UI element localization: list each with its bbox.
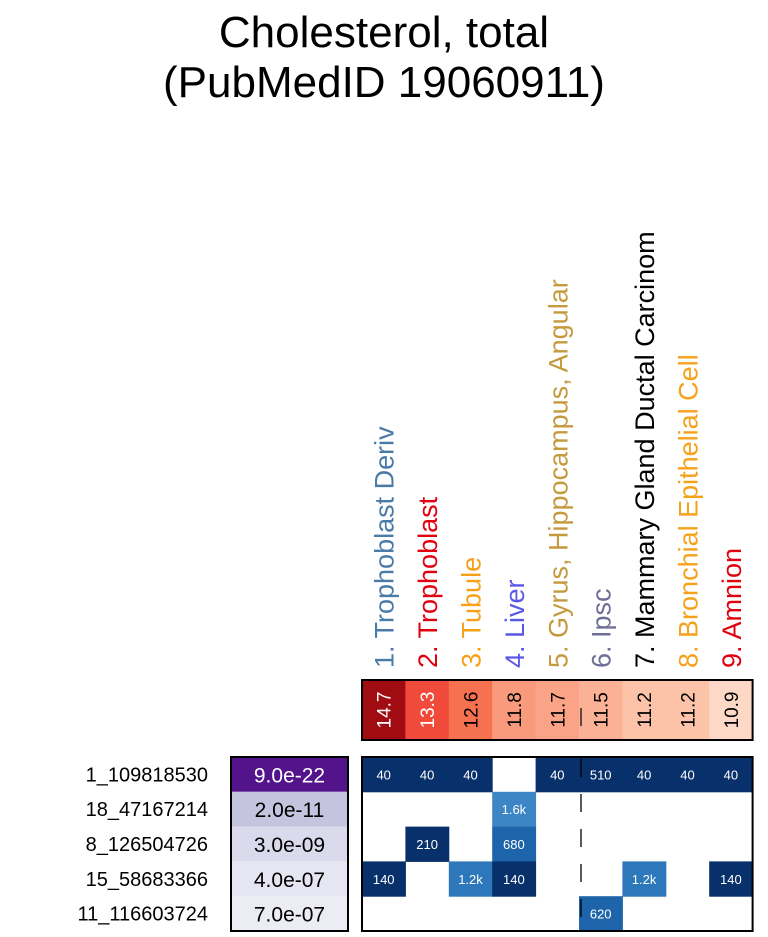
heatmap-cell-label: 40 xyxy=(550,767,565,783)
column-label-number: 2. xyxy=(413,638,444,668)
column-label-name: Bronchial Epithelial Cell xyxy=(673,354,704,638)
score-label: 11.2 xyxy=(678,692,700,728)
heatmap-cell-label: 40 xyxy=(680,767,695,783)
heatmap-cell-label: 140 xyxy=(720,871,742,887)
column-label-4 xyxy=(500,579,530,668)
score-label: 11.2 xyxy=(635,692,657,728)
heatmap-cell-label: 40 xyxy=(463,767,478,783)
column-label-5 xyxy=(543,279,573,668)
score-label: 11.7 xyxy=(548,692,570,728)
chart-title-line2: (PubMedID 19060911) xyxy=(163,58,605,107)
pvalue-label: 4.0e-07 xyxy=(253,868,326,892)
score-label: 11.8 xyxy=(504,692,526,728)
heatmap-cell-label: 40 xyxy=(636,767,652,783)
column-label-number: 7. xyxy=(630,637,661,668)
chart-title-line1: Cholesterol, total xyxy=(218,8,550,57)
column-label-1 xyxy=(370,426,400,668)
heatmap-cell-label: 1.2k xyxy=(631,871,657,887)
column-label-9 xyxy=(717,548,747,668)
heatmap-cell-label: 40 xyxy=(376,767,391,783)
column-label-number: 6. xyxy=(586,637,617,668)
column-label-number: 8. xyxy=(673,637,704,668)
snp-label: 8_126504726 xyxy=(85,834,208,856)
score-label: 13.3 xyxy=(418,691,440,729)
heatmap-cell-label: 680 xyxy=(503,837,525,852)
column-label-2 xyxy=(413,496,443,668)
heatmap-cell-label: 510 xyxy=(589,767,612,783)
column-label-number: 5. xyxy=(543,637,574,668)
column-label-name: Ipsc xyxy=(586,588,617,638)
heatmap-cell-label: 620 xyxy=(589,906,612,922)
snp-label: 11_116603724 xyxy=(77,903,208,926)
score-label: 10.9 xyxy=(721,691,743,729)
column-label-name: Trophoblast xyxy=(413,496,444,639)
column-label-7 xyxy=(630,231,660,668)
score-label: 14.7 xyxy=(374,691,396,729)
heatmap-cell-label: 140 xyxy=(372,871,395,887)
score-label: 11.5 xyxy=(591,692,613,728)
pvalue-label: 3.0e-09 xyxy=(253,834,326,857)
heatmap-cell-label: 40 xyxy=(419,767,435,783)
pvalue-label: 2.0e-11 xyxy=(254,799,325,823)
snp-label: 1_109818530 xyxy=(85,764,208,787)
column-label-3 xyxy=(457,557,487,668)
column-label-name: Liver xyxy=(499,579,530,638)
snp-label: 15_58683366 xyxy=(85,868,208,891)
column-label-name: Mammary Gland Ductal Carcinom xyxy=(630,231,661,638)
column-label-name: Tubule xyxy=(456,556,487,639)
snp-label: 18_47167214 xyxy=(85,799,208,822)
column-label-number: 1. xyxy=(369,638,400,668)
column-label-number: 3. xyxy=(456,638,487,668)
column-label-number: 9. xyxy=(716,639,747,668)
pvalue-label: 9.0e-22 xyxy=(253,764,326,788)
heatmap-cell-label: 140 xyxy=(503,871,525,887)
heatmap-cell-label: 1.6k xyxy=(501,802,527,818)
column-label-8 xyxy=(674,354,704,668)
heatmap-cell-label: 40 xyxy=(723,767,739,783)
column-label-number: 4. xyxy=(499,637,530,668)
column-label-name: Amnion xyxy=(716,547,747,640)
score-label: 12.6 xyxy=(461,691,483,729)
pvalue-label: 7.0e-07 xyxy=(253,903,326,927)
column-label-6 xyxy=(587,588,617,668)
column-label-name: Trophoblast Deriv xyxy=(369,426,400,639)
column-label-name: Gyrus, Hippocampus, Angular xyxy=(543,279,574,638)
heatmap-cell-label: 1.2k xyxy=(458,871,483,887)
heatmap-cell-label: 210 xyxy=(416,837,438,852)
